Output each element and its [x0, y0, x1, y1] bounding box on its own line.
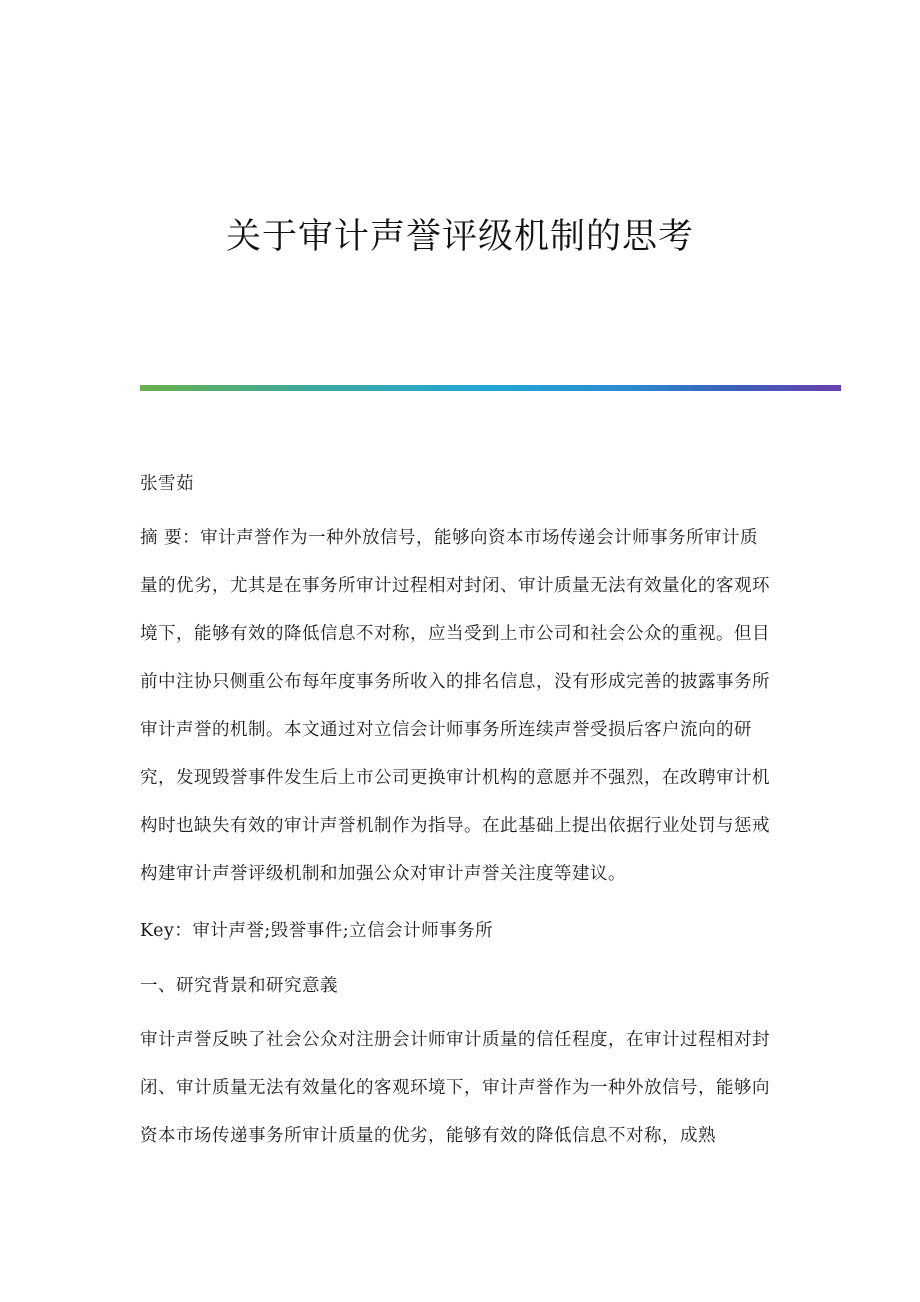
- document-title: 关于审计声誉评级机制的思考: [225, 217, 694, 257]
- author-name: 张雪茹: [140, 474, 194, 494]
- abstract-text: 摘 要：审计声誉作为一种外放信号，能够向资本市场传递会计师事务所审计质量的优劣，尤其是在事务所审计过程相对封闭、审计质量无法有效量化的客观环境下，能够有效的降低信息不对称，应当受到上市公司和社会公众的重视。但目前中注协只侧重公布每年度事务所收入的排名信息，没有形成完善的披露事务所审计声誉的机制。本文通过对立信会计师事务所连续声誉受损后客户流向的研究，发现毁誉事件发生后上市公司更换审计机构的意愿并不强烈，在改聘审计机构时也缺失有效的审计声誉机制作为指导。在此基础上提出依据行业处罚与惩戒构建审计声誉评级机制和加强公众对审计声誉关注度等建议。: [140, 528, 770, 884]
- keywords-line: Key：审计声誉;毁誉事件;立信会计师事务所: [140, 921, 494, 941]
- abstract-block: [140, 514, 770, 898]
- title-divider: [140, 385, 841, 391]
- paragraph-text: 审计声誉反映了社会公众对注册会计师审计质量的信任程度，在审计过程相对封闭、审计质量无法有效量化的客观环境下，审计声誉作为一种外放信号，能够向资本市场传递事务所审计质量的优劣，能够有效的降低信息不对称，成熟: [140, 1030, 770, 1146]
- body-paragraph: [140, 1016, 770, 1160]
- section-heading: 一、研究背景和研究意義: [140, 976, 338, 996]
